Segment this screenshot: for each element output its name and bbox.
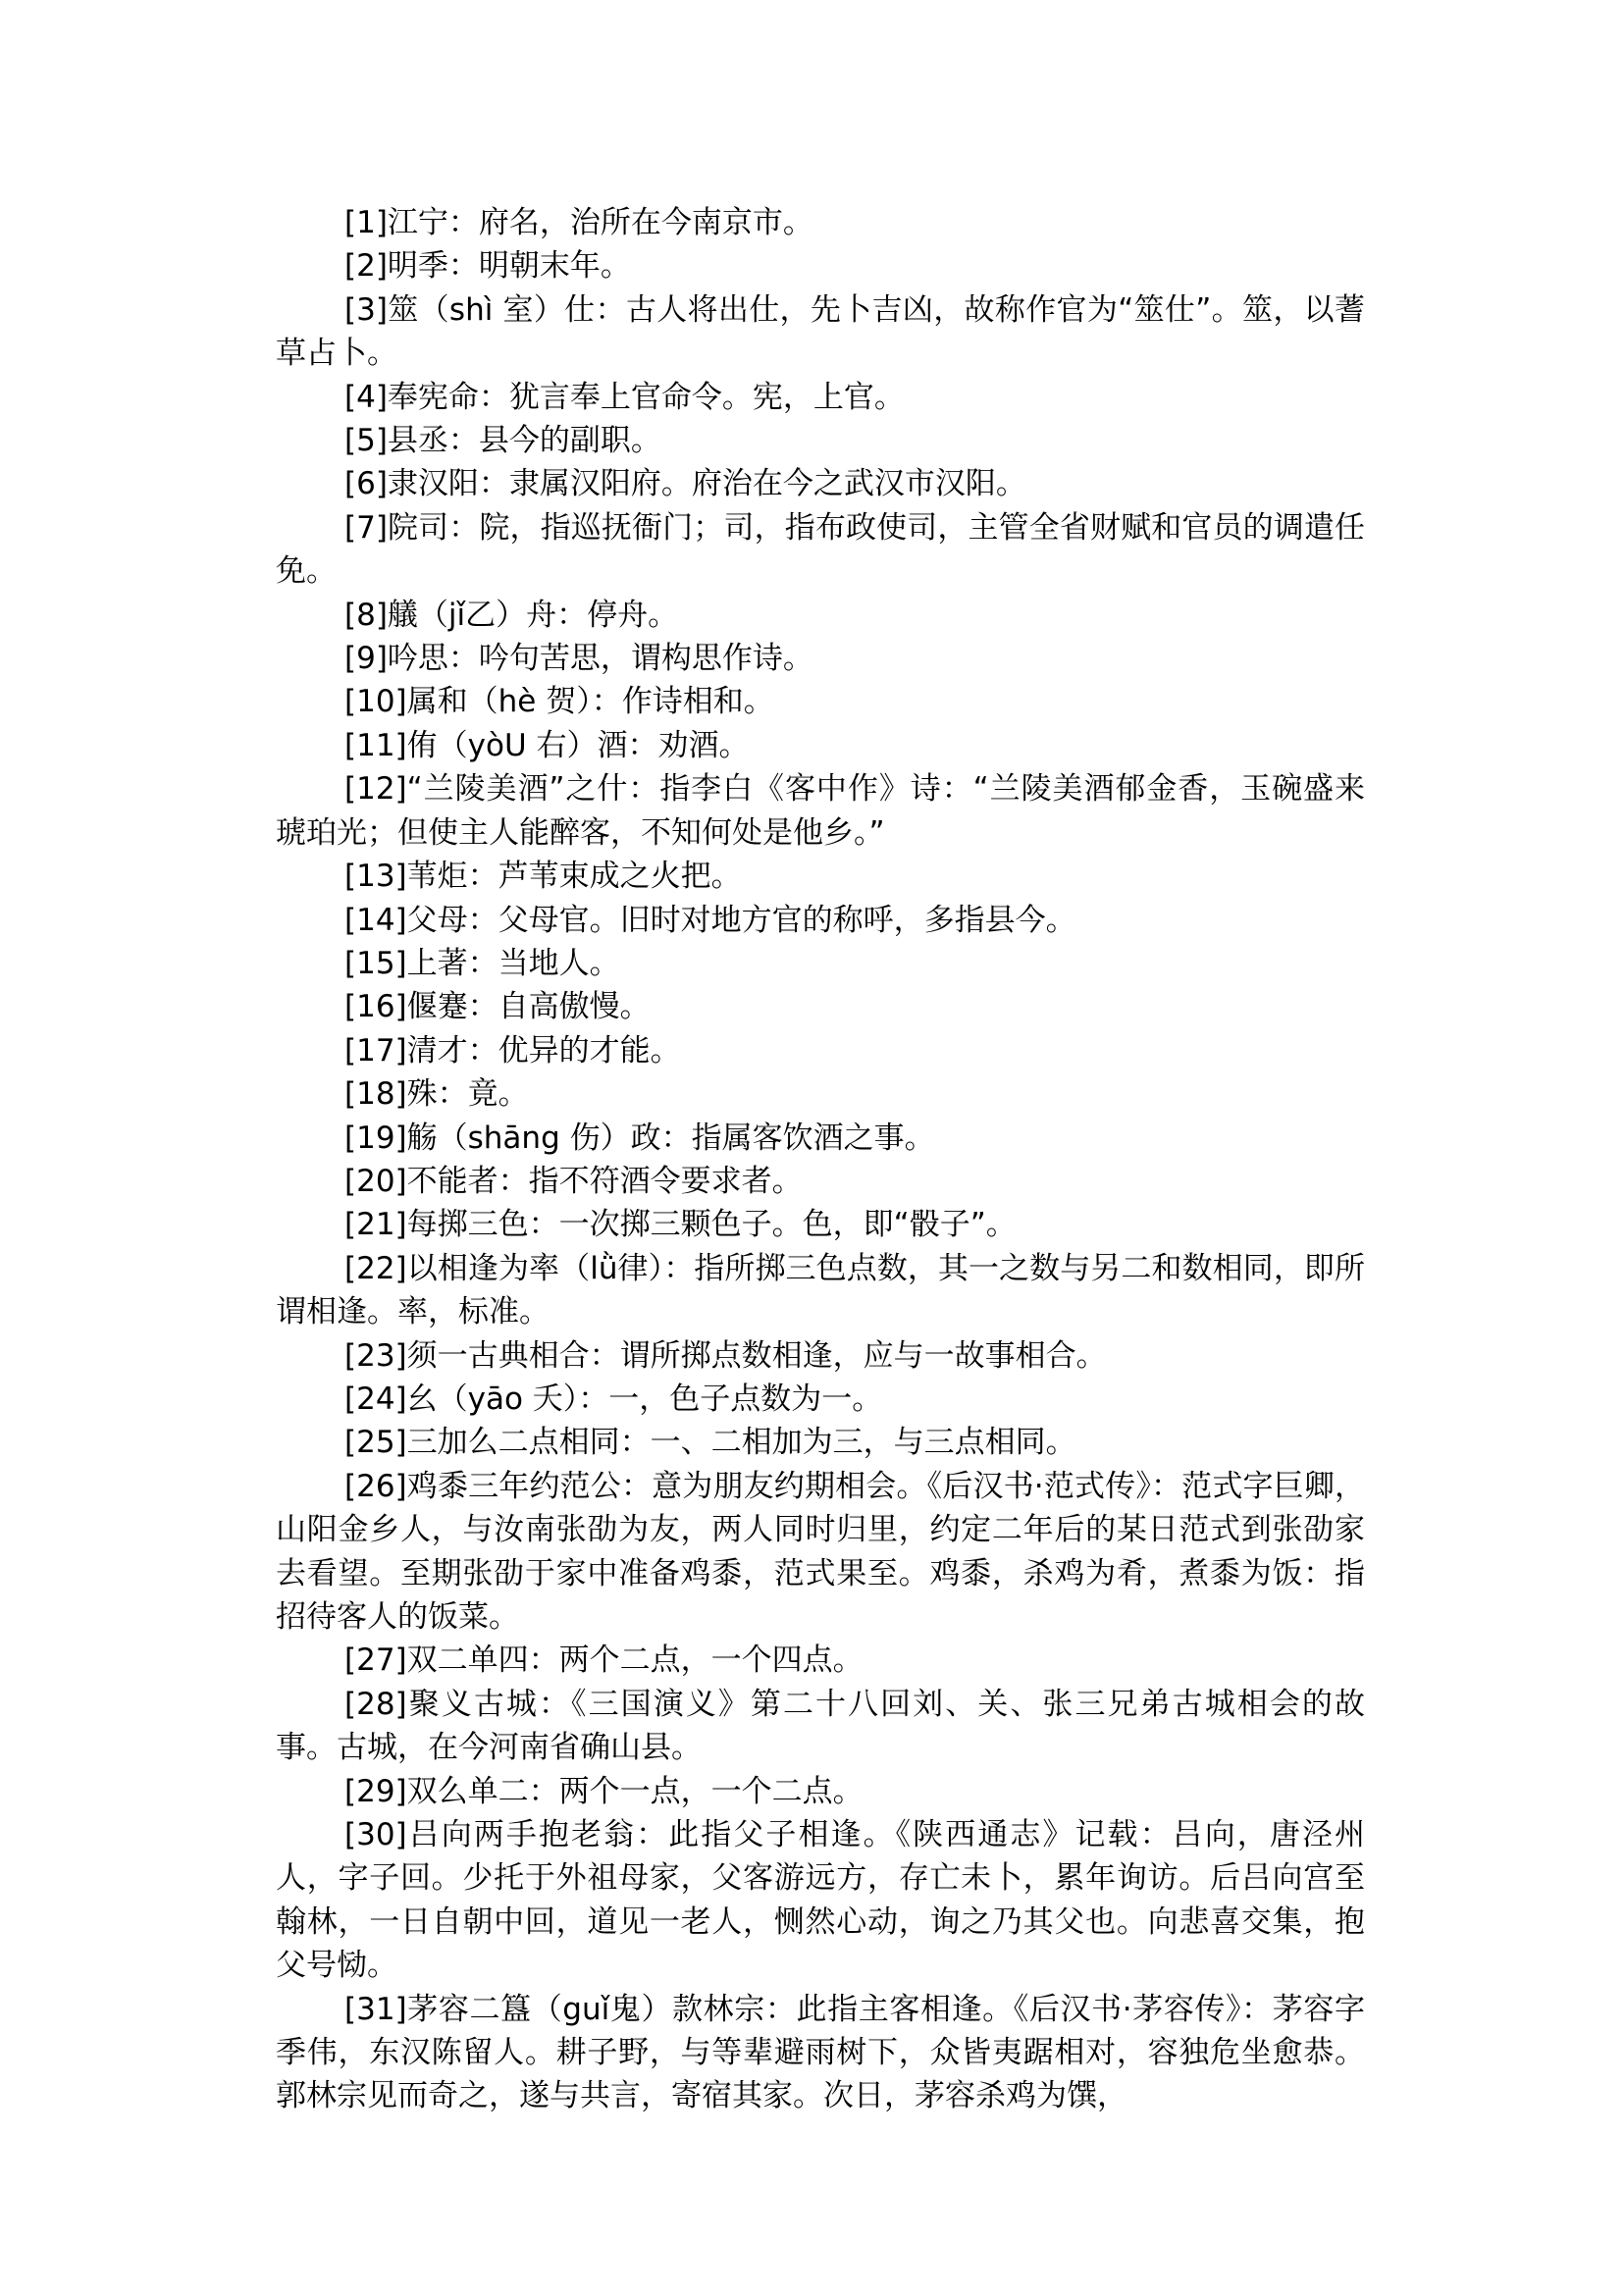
note-7: [7]院司：院，指巡抚衙门；司，指布政使司，主管全省财赋和官员的调遣任免。 [276,509,1365,590]
note-29: [29]双么单二：两个一点，一个二点。 [344,1773,864,1809]
note-16: [16]偃蹇：自高傲慢。 [344,989,651,1025]
note-3: [3]筮（shì 室）仕：古人将出仕，先卜吉凶，故称作官为“筮仕”。筮，以蓍草占卜。 [276,291,1365,372]
note-11: [11]侑（yòU 右）酒：劝酒。 [344,727,750,763]
note-14: [14]父母：父母官。旧时对地方官的称呼，多指县今。 [344,902,1076,938]
note-26: [26]鸡黍三年约范公：意为朋友约期相会。《后汉书·范式传》：范式字巨卿，山阳金乡人，与汝南张劭为友，两人同时归里，约定二年后的某日范式到张劭家去看望。至期张劭于家中准备鸡黍，范式果至。鸡黍，杀鸡为肴，煮黍为饭：指招待客人的饭菜。 [276,1468,1365,1635]
note-17: [17]清才：优异的才能。 [344,1032,681,1069]
note-28: [28]聚义古城：《三国演义》第二十八回刘、关、张三兄弟古城相会的故事。古城，在今河南省确山县。 [276,1686,1365,1766]
note-6: [6]隶汉阳：隶属汉阳府。府治在今之武汉市汉阳。 [344,466,1026,502]
note-24: [24]幺（yāo 夭）：一，色子点数为一。 [344,1381,883,1417]
annotation-list [276,201,1365,2118]
note-21: [21]每掷三色：一次掷三颗色子。色，即“骰子”。 [344,1207,1017,1243]
note-31: [31]茅容二簋（guǐ鬼）款林宗：此指主客相逢。《后汉书·茅容传》：茅容字季伟，东汉陈留人。耕子野，与等辈避雨树下，众皆夷踞相对，容独危坐愈恭。郭林宗见而奇之，遂与共言，寄宿其家。次日，茅容杀鸡为馔， [276,1991,1365,2114]
note-19: [19]觞（shāng 伤）政：指属客饮酒之事。 [344,1120,935,1156]
note-10: [10]属和（hè 贺）：作诗相和。 [344,684,774,720]
note-12: [12]“兰陵美酒”之什：指李白《客中作》诗：“兰陵美酒郁金香，玉碗盛来琥珀光；但使主人能醉客，不知何处是他乡。” [276,771,1365,851]
note-18: [18]殊：竟。 [344,1076,529,1113]
note-23: [23]须一古典相合：谓所掷点数相逢，应与一故事相合。 [344,1337,1107,1374]
note-8: [8]艤（jǐ乙）舟：停舟。 [344,597,679,633]
note-25: [25]三加么二点相同：一、二相加为三，与三点相同。 [344,1425,1076,1461]
note-5: [5]县丞：县今的副职。 [344,423,661,459]
note-4: [4]奉宪命：犹言奉上官命令。宪，上官。 [344,379,905,415]
note-27: [27]双二单四：两个二点，一个四点。 [344,1642,864,1679]
note-13: [13]苇炬：芦苇束成之火把。 [344,859,742,895]
note-1: [1]江宁：府名，治所在今南京市。 [344,205,813,240]
note-30: [30]吕向两手抱老翁：此指父子相逢。《陕西通志》记载：吕向，唐泾州人，字子回。少托于外祖母家，父客游远方，存亡未卜，累年询访。后吕向宫至翰林，一日自朝中回，道见一老人，恻然心动，询之乃其父也。向悲喜交集，抱父号恸。 [276,1817,1365,1984]
note-15: [15]上著：当地人。 [344,945,620,981]
note-22: [22]以相逢为率（lǜ律）：指所掷三色点数，其一之数与另二和数相同，即所谓相逢。率，标准。 [276,1250,1365,1330]
note-2: [2]明季：明朝末年。 [344,248,631,285]
note-9: [9]吟思：吟句苦思，谓构思作诗。 [344,641,813,677]
note-20: [20]不能者：指不符酒令要求者。 [344,1163,803,1199]
